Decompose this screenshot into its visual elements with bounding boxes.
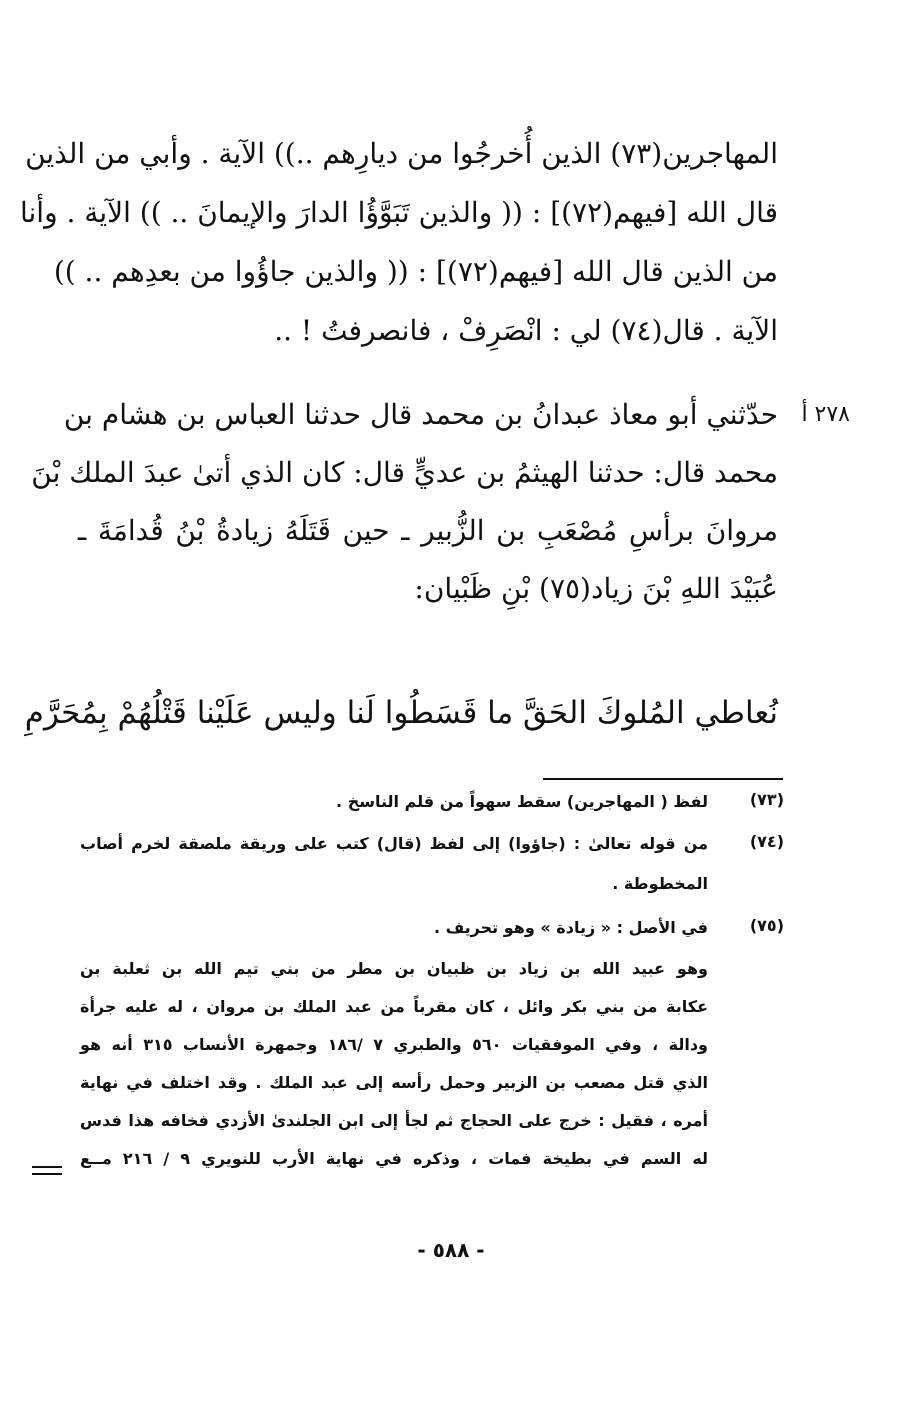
footnote-text: من قوله تعالىٰ : (جاؤوا) إلى لفظ (قال) كتب على وريقة ملصقة لخرم أصاب [80,834,708,853]
footnote-number: (٧٣) [749,790,784,809]
footnote-number: (٧٤) [749,832,784,851]
text-line: من الذين قال الله [فيهم(٧٢)] : (( والذين جاؤُوا من بعدِهم .. )) [53,255,778,288]
body-paragraph-1 [19,124,778,360]
footnote-text: الذي قتل مصعب بن الزبير وحمل رأسه إلى عبد الملك . وقد اختلف في نهاية [80,1073,708,1092]
footnote-text: له السم في بطيخة فمات ، وذكره في نهاية الأرب للنويري ٩ / ٢١٦ مــع [80,1149,709,1168]
footnote-separator [543,778,783,780]
footnote-number: (٧٥) [749,916,784,935]
text-line: قال الله [فيهم(٧٢)] : (( والذين تَبَوَّؤُا الدارَ والإيمانَ .. )) الآية . وأنا [19,196,778,229]
continuation-mark [32,1166,62,1178]
footnote-text: المخطوطة . [612,874,708,893]
text-line: المهاجرين(٧٣) الذين أُخرجُوا من ديارِهم ..)) الآية . وأبي من الذين [25,137,778,170]
text-line: مروانَ برأسِ مُصْعَبِ بن الزُّبير ـ حين قَتَلَهُ زيادةُ بْنُ قُدامَةَ ـ [78,514,779,547]
text-line: حدّثني أبو معاذ عبدانُ بن محمد قال حدثنا العباس بن هشام بن [63,398,778,431]
footnote-text: أمره ، فقيل : خرج على الحجاج ثم لجأ إلى ابن الجلندىٰ الأزدي فخافه هذا فدس [80,1111,708,1130]
text-line: عُبَيْدَ اللهِ بْنَ زياد(٧٥) بْنِ ظَبْيان: [414,572,778,605]
footnote-text: في الأصل : « زيادة » وهو تحريف . [433,918,708,937]
body-paragraph-2 [31,386,779,618]
page-number: - ٥٨٨ - [417,1238,485,1262]
text-line: محمد قال: حدثنا الهيثمُ بن عديٍّ قال: كان الذي أتىٰ عبدَ الملك بْنَ [31,456,778,489]
footnote-text: عكابة من بني بكر وائل ، كان مقرباً من عبد الملك بن مروان ، له عليه جرأة [80,997,708,1016]
footnote-text: ودالة ، وفي الموفقيات ٥٦٠ والطبري ٧ /١٨٦ وجمهرة الأنساب ٣١٥ أنه هو [80,1035,709,1054]
footnote-text: لفظ ( المهاجرين) سقط سهواً من قلم الناسخ . [336,792,708,811]
footnote-text: وهو عبيد الله بن زياد بن ظبيان بن مطر من بني تيم الله بن ثعلبة بن [80,959,708,978]
entry-number: ٢٧٨ أ [801,402,850,427]
text-line: الآية . قال(٧٤) لي : انْصَرِفْ ، فانصرفتُ ! .. [274,314,778,347]
poetry-verse: نُعاطي المُلوكَ الحَقَّ ما قَسَطُوا لَنا وليس عَلَيْنا قَتْلُهُمْ بِمُحَرَّمِ [24,695,778,731]
